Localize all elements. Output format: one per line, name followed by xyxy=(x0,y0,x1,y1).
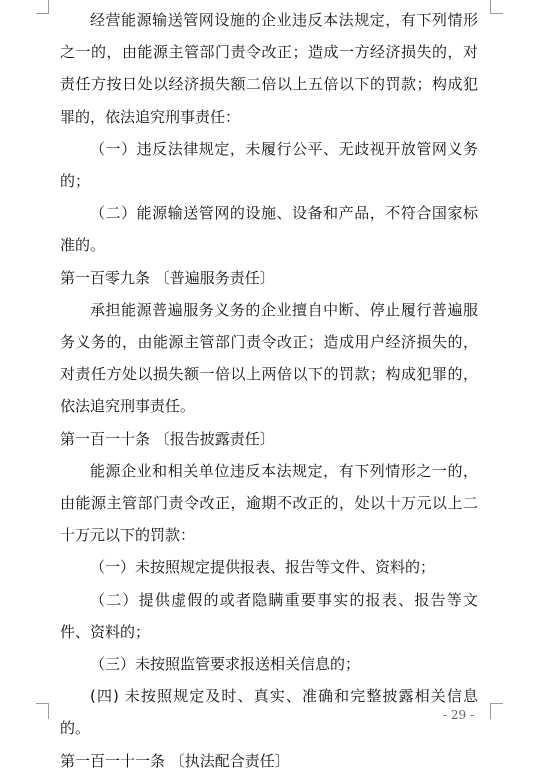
crop-mark-bottom-right xyxy=(490,703,491,719)
crop-mark-top-right xyxy=(490,13,503,14)
paragraph: 经营能源输送管网设施的企业违反本法规定，有下列情形之一的，由能源主管部门责令改正；造成一方经济损失的，对责任方按日处以经济损失额二倍以上五倍以下的罚款；构成犯罪的，依法追究刑事责任： xyxy=(60,11,478,126)
list-item: (四) 未按照规定及时、真实、准确和完整披露相关信息的。 xyxy=(60,687,478,738)
crop-mark-top-left xyxy=(36,13,49,14)
crop-mark-top-left xyxy=(48,0,49,14)
article-heading: 第一百一十一条 〔执法配合责任〕 xyxy=(60,751,290,770)
list-item: （三）未按照监管要求报送相关信息的； xyxy=(90,655,361,674)
crop-mark-bottom-left xyxy=(48,703,49,719)
list-item: （一）未按照规定提供报表、报告等文件、资料的； xyxy=(90,558,436,577)
list-item: （一）违反法律规定，未履行公平、无歧视开放管网义务的； xyxy=(60,139,478,191)
list-item: （二）能源输送管网的设施、设备和产品，不符合国家标准的。 xyxy=(60,204,478,255)
article-heading: 第一百零九条 〔普遍服务责任〕 xyxy=(60,268,275,287)
crop-mark-top-right xyxy=(490,0,491,14)
page-number: - 29 - xyxy=(443,708,475,722)
list-item: （二）提供虚假的或者隐瞒重要事实的报表、报告等文件、资料的； xyxy=(60,590,478,641)
paragraph: 承担能源普遍服务义务的企业擅自中断、停止履行普遍服务义务的，由能源主管部门责令改正；造成用户经济损失的，对责任方处以损失额一倍以上两倍以下的罚款；构成犯罪的，依法追究刑事责任。 xyxy=(60,300,478,416)
article-heading: 第一百一十条 〔报告披露责任〕 xyxy=(60,429,275,448)
crop-mark-bottom-left xyxy=(36,703,49,704)
document-text xyxy=(60,4,478,777)
paragraph: 能源企业和相关单位违反本法规定，有下列情形之一的，由能源主管部门责令改正，逾期不改正的，处以十万元以上二十万元以下的罚款： xyxy=(60,461,478,545)
crop-mark-bottom-right xyxy=(490,703,503,704)
